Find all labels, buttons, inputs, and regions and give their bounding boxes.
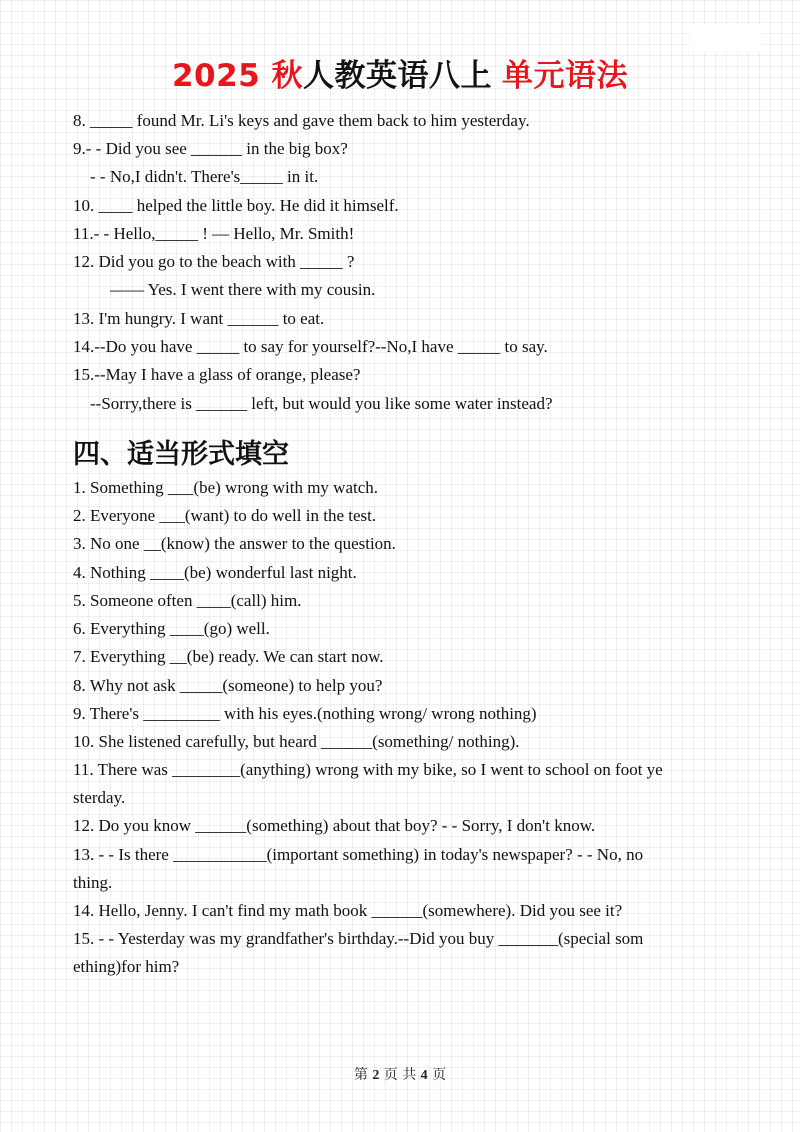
question-line: 15.--May I have a glass of orange, please? (73, 365, 361, 384)
exercise-line: 2. Everyone ___(want) to do well in the test. (73, 506, 377, 525)
exercise-line: 4. Nothing ____(be) wonderful last night. (73, 563, 357, 582)
exercise-line: 15. - - Yesterday was my grandfather's birthday.--Did you buy _______(special som (73, 929, 644, 948)
exercise-line: 1. Something ___(be) wrong with my watch. (73, 478, 379, 497)
exercise-line: 14. Hello, Jenny. I can't find my math book ______(somewhere). Did you see it? (73, 901, 623, 920)
footer-prefix: 第 (353, 1067, 368, 1083)
section-heading: 四、适当形式填空 (73, 439, 289, 470)
footer-middle: 页 共 (383, 1067, 417, 1083)
exercise-line: 12. Do you know ______(something) about that boy? - - Sorry, I don't know. (73, 816, 596, 835)
question-line: 9.- - Did you see ______ in the big box? (73, 139, 348, 158)
exercise-line: 9. There's _________ with his eyes.(nothing wrong/ wrong nothing) (73, 704, 537, 723)
footer-suffix: 页 (432, 1067, 447, 1083)
question-line: 10. ____ helped the little boy. He did it himself. (73, 196, 399, 215)
exercise-line: 3. No one __(know) the answer to the question. (73, 534, 396, 553)
question-line: 14.--Do you have _____ to say for yourself?--No,I have _____ to say. (73, 337, 548, 356)
question-line: 11.- - Hello,_____ ! — Hello, Mr. Smith! (73, 224, 355, 243)
exercise-line: 8. Why not ask _____(someone) to help you? (73, 676, 383, 695)
page-title (0, 56, 800, 96)
title-topic: 单元语法 (502, 58, 629, 94)
question-line: 13. I'm hungry. I want ______ to eat. (73, 309, 325, 328)
question-line: 12. Did you go to the beach with _____ ? (73, 252, 355, 271)
exercise-line: 7. Everything __(be) ready. We can start now. (73, 647, 384, 666)
question-line: - - No,I didn't. There's_____ in it. (90, 167, 319, 186)
exercise-line: 11. There was ________(anything) wrong with my bike, so I went to school on foot ye (73, 760, 663, 779)
exercise-line: ething)for him? (73, 957, 180, 976)
page-footer (0, 1064, 800, 1084)
footer-page-number: 2 (372, 1068, 380, 1083)
exercise-line: 10. She listened carefully, but heard ______(something/ nothing). (73, 732, 520, 751)
exercise-line: 6. Everything ____(go) well. (73, 619, 270, 638)
title-textbook: 人教英语八上 (303, 58, 493, 94)
blank-patch (690, 24, 762, 52)
exercise-line: 5. Someone often ____(call) him. (73, 591, 302, 610)
question-line: --Sorry,there is ______ left, but would you like some water instead? (90, 394, 553, 413)
question-line: 8. _____ found Mr. Li's keys and gave them back to him yesterday. (73, 111, 530, 130)
footer-total-pages: 4 (420, 1068, 428, 1083)
title-year: 2025 秋 (171, 58, 304, 94)
exercise-line: thing. (73, 873, 113, 892)
exercise-line: 13. - - Is there ___________(important something) in today's newspaper? - - No, no (73, 845, 644, 864)
question-line: —— Yes. I went there with my cousin. (110, 280, 376, 299)
exercise-line: sterday. (73, 788, 126, 807)
